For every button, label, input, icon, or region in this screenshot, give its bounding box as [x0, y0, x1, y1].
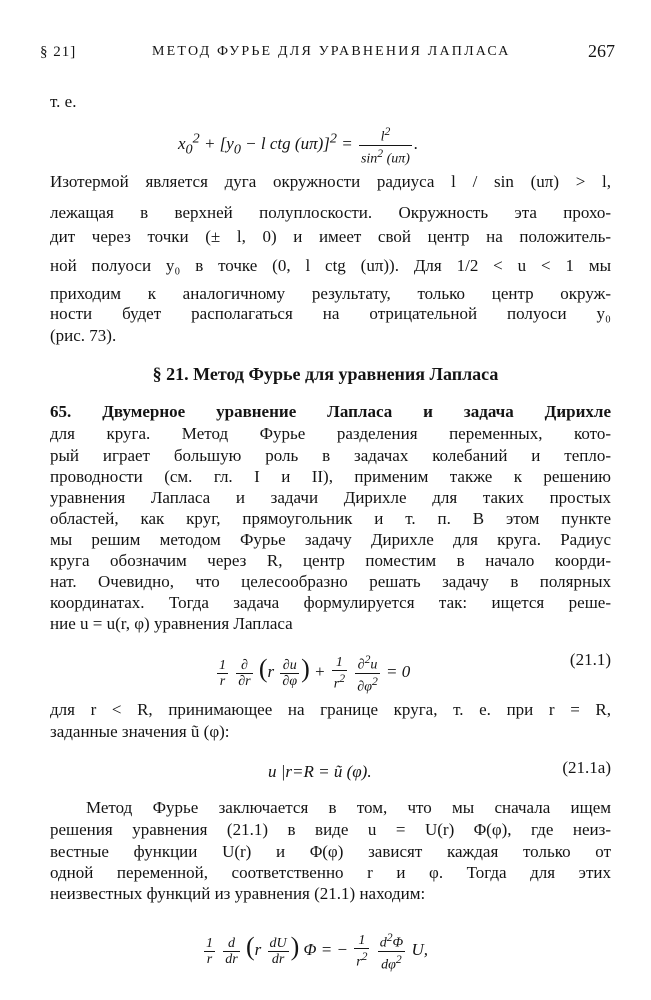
- para2-line-5: уравнения Лапласа и задачи Дирихле для таких простых: [50, 488, 611, 507]
- para2-line-1: 65. Двумерное уравнение Лапласа и задача Дирихле: [50, 402, 611, 421]
- para2-line-6: областей, как круг, прямоугольник и т. п. В этом пункте: [50, 509, 611, 528]
- equation-21-1-number: (21.1): [569, 650, 611, 669]
- para4-line-5: неизвестных функций из уравнения (21.1) находим:: [50, 884, 426, 903]
- para2-line-4: проводности (см. гл. I и II), применим также к решению: [50, 467, 611, 486]
- header-page-number: 267: [588, 41, 615, 61]
- intro-text: т. е.: [50, 92, 77, 111]
- para2-line-2: для круга. Метод Фурье разделения переменных, кото-: [50, 424, 611, 443]
- equation-1: $x_0^2 + [y_0 - l$ ctg (uπ)]$^2$ = $\frac{l^2}{\sin^2 (u\pi)}$ .: [178, 125, 419, 167]
- header-section-ref: § 21]: [40, 44, 77, 60]
- para1-line-2: лежащая в верхней полуплоскости. Окружность эта прохо-: [50, 203, 611, 222]
- para4-line-2: решения уравнения (21.1) в виде u = U(r) Φ(φ), где неиз-: [50, 820, 611, 839]
- header-running-title: МЕТОД ФУРЬЕ ДЛЯ УРАВНЕНИЯ ЛАПЛАСА: [152, 44, 511, 59]
- para1-line-3: дит через точки (± l, 0) и имеет свой центр на положитель-: [50, 227, 611, 246]
- para3-line-1: для r < R, принимающее на границе круга, т. е. при r = R,: [50, 700, 611, 719]
- para2-line-8: круга обозначим через R, центр поместим в начало коорди-: [50, 551, 611, 570]
- para1-line-7: (рис. 73).: [50, 326, 117, 345]
- equation-21-1a: u |r=R = ũ (φ).: [268, 762, 372, 781]
- equation-21-1: $\frac{1}{r}$ $\frac{\partial}{\partial r}$ (r $\frac{\partial u}{\partial\varphi}$ ) + $\frac{1}{r^2}$ $\frac{\partial^2u}{\partial\varphi^2}$ = 0: [219, 653, 411, 695]
- equation-4: $\frac{1}{r}$ $\frac{d}{dr}$ (r $\frac{dU}{dr}$ ) Φ = − $\frac{1}{r^2}$ $\frac{d^2\Phi}{d\varphi^2}$ U,: [206, 931, 428, 973]
- para2-line-10: координатах. Тогда задача формулируется так: ищется реше-: [50, 593, 611, 612]
- para1-line-6: ности будет располагаться на отрицательной полуоси y₀: [50, 304, 611, 323]
- para2-line-3: рый играет большую роль в задачах колебаний и тепло-: [50, 446, 611, 465]
- para4-line-3: вестные функции U(r) и Φ(φ) зависят каждая только от: [50, 842, 611, 861]
- para4-line-1: Метод Фурье заключается в том, что мы сначала ищем: [86, 798, 611, 817]
- section-title: § 21. Метод Фурье для уравнения Лапласа: [152, 364, 499, 384]
- para2-line-11: ние u = u(r, φ) уравнения Лапласа: [50, 614, 293, 633]
- para1-line-4: ной полуоси y₀ в точке (0, l ctg (uπ)). Для 1/2 < u < 1 мы: [50, 256, 611, 275]
- para2-line-7: мы решим методом Фурье задачу Дирихле для круга. Радиус: [50, 530, 611, 549]
- para1-line-5: приходим к аналогичному результату, только центр окруж-: [50, 284, 611, 303]
- para1-line-1: Изотермой является дуга окружности радиуса l / sin (uπ) > l,: [50, 172, 611, 191]
- equation-21-1a-number: (21.1a): [562, 758, 611, 777]
- para3-line-2: заданные значения ũ (φ):: [50, 722, 230, 741]
- para4-line-4: одной переменной, соответственно r и φ. Тогда для этих: [50, 863, 611, 882]
- para2-line-9: нат. Очевидно, что целесообразно решать задачу в полярных: [50, 572, 611, 591]
